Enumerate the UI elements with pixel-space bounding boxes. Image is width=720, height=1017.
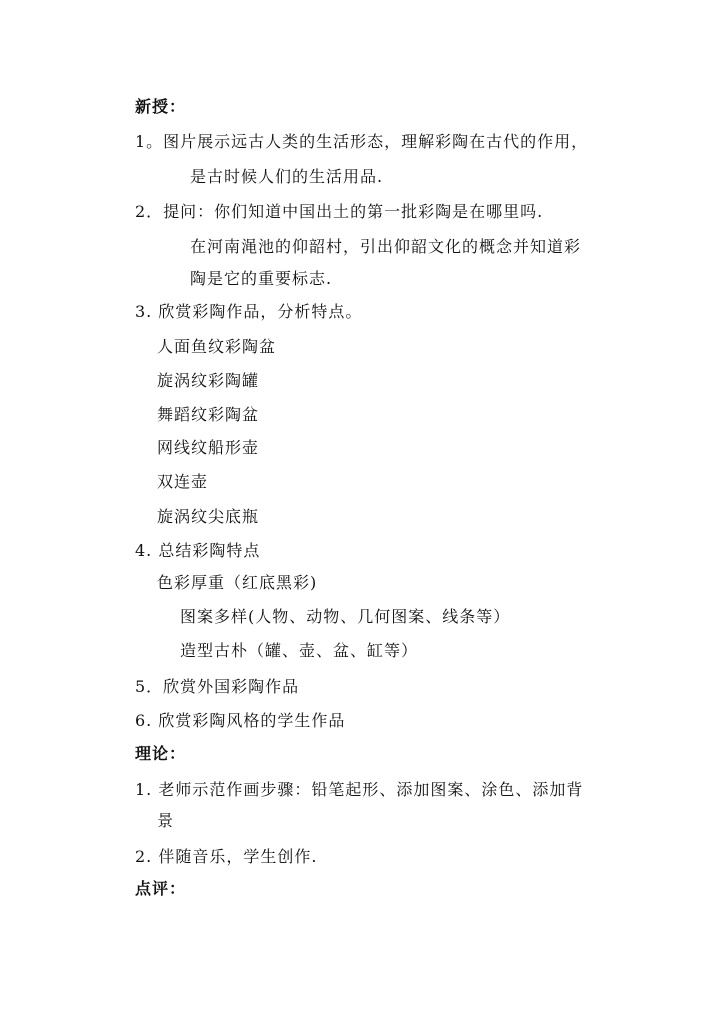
heading-comment: 点评： bbox=[135, 879, 187, 898]
feature-item: 色彩厚重（红底黑彩) bbox=[157, 573, 318, 592]
theory1-line2: 景 bbox=[157, 811, 175, 830]
work-item: 旋涡纹彩陶罐 bbox=[157, 371, 260, 390]
item3-line1: 3. 欣赏彩陶作品，分析特点。 bbox=[135, 302, 363, 321]
work-item: 旋涡纹尖底瓶 bbox=[157, 507, 260, 526]
item2-line2: 在河南渑池的仰韶村，引出仰韶文化的概念并知道彩 bbox=[190, 237, 582, 256]
work-item: 双连壶 bbox=[157, 472, 209, 491]
item2-line3: 陶是它的重要标志. bbox=[190, 269, 333, 288]
feature-item: 造型古朴（罐、壶、盆、缸等） bbox=[180, 641, 419, 660]
feature-item: 图案多样(人物、动物、几何图案、线条等） bbox=[180, 607, 511, 626]
item4-line1: 4. 总结彩陶特点 bbox=[135, 541, 261, 560]
work-item: 人面鱼纹彩陶盆 bbox=[157, 337, 277, 356]
heading-new-lesson: 新授： bbox=[135, 97, 187, 116]
work-item: 网线纹船形壶 bbox=[157, 438, 260, 457]
work-item: 舞蹈纹彩陶盆 bbox=[157, 405, 260, 424]
item1-line2: 是古时候人们的生活用品. bbox=[190, 167, 384, 186]
item1-line1: 1。图片展示远古人类的生活形态，理解彩陶在古代的作用， bbox=[135, 132, 589, 151]
theory1-line1: 1. 老师示范作画步骤：铅笔起形、添加图案、涂色、添加背 bbox=[135, 780, 584, 799]
item2-line1: 2．提问：你们知道中国出土的第一批彩陶是在哪里吗. bbox=[135, 202, 544, 221]
heading-theory: 理论： bbox=[135, 744, 187, 763]
theory2: 2. 伴随音乐，学生创作. bbox=[135, 847, 318, 866]
item5: 5．欣赏外国彩陶作品 bbox=[135, 677, 300, 696]
item6: 6. 欣赏彩陶风格的学生作品 bbox=[135, 711, 346, 730]
